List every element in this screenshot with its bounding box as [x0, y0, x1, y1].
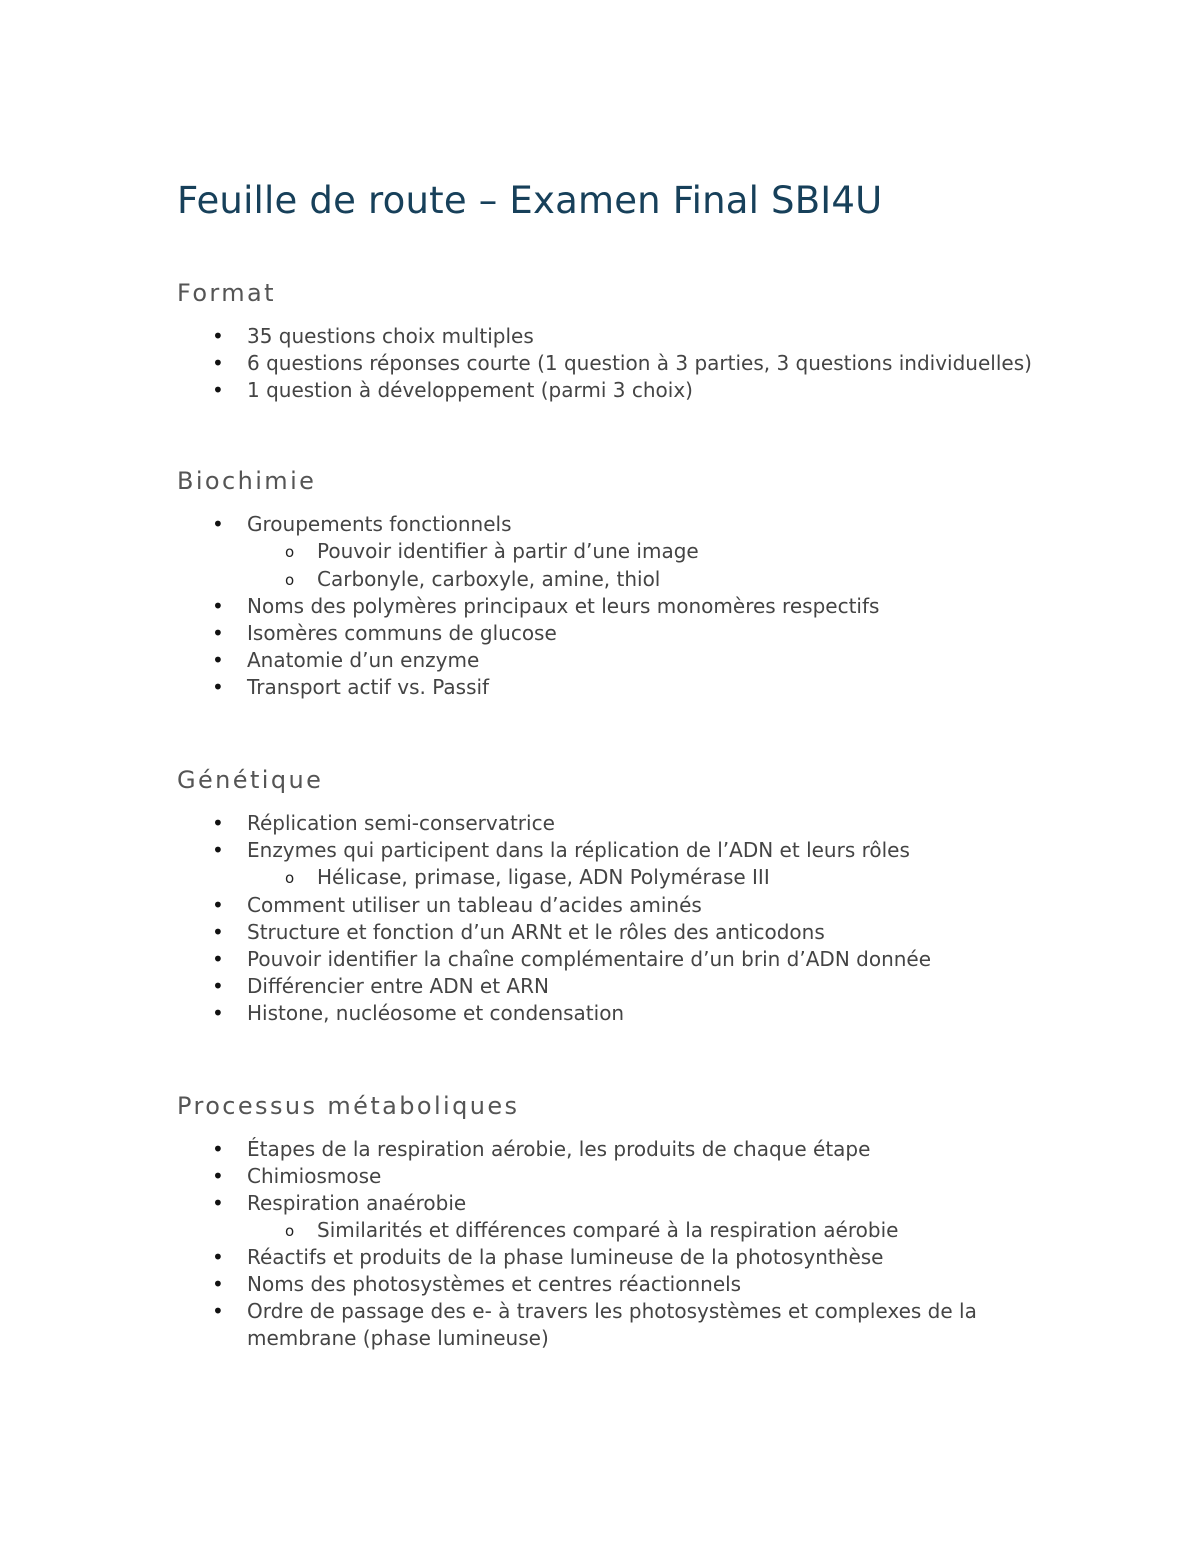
bullet-list [177, 511, 1037, 701]
list-item [177, 1190, 1037, 1245]
bullet-list [177, 1136, 1037, 1353]
list-item-text: Structure et fonction d’un ARNt et le rôles des anticodons [247, 919, 825, 944]
bullet-icon: • [212, 1299, 224, 1323]
sub-list-item-text: Hélicase, primase, ligase, ADN Polymérase III [317, 865, 770, 889]
bullet-icon: • [212, 324, 224, 348]
list-item-text: Anatomie d’un enzyme [247, 648, 480, 672]
document-title: Feuille de route – Examen Final SBI4U [177, 179, 883, 222]
sub-list-item-text: Pouvoir identifier à partir d’une image [317, 539, 699, 563]
list-item [177, 892, 1037, 919]
section-genetique [177, 765, 1037, 1027]
list-item [177, 919, 1037, 946]
section-processus [177, 1091, 1037, 1353]
section-heading: Format [177, 279, 276, 307]
list-item-text: Différencier entre ADN et ARN [247, 973, 549, 998]
list-item-text: Pouvoir identifier la chaîne complémentaire d’un brin d’ADN donnée [247, 946, 932, 971]
list-item [177, 1244, 1037, 1271]
section-heading: Processus métaboliques [177, 1091, 520, 1120]
list-item-text: 1 question à développement (parmi 3 choix) [247, 378, 693, 402]
bullet-icon: • [212, 838, 224, 862]
bullet-icon: • [212, 973, 224, 998]
bullet-list [177, 323, 1037, 404]
list-item [177, 837, 1037, 892]
list-item [177, 1000, 1037, 1027]
bullet-icon: • [212, 892, 224, 917]
list-item [177, 377, 1037, 404]
list-item [177, 810, 1037, 837]
circle-bullet-icon: o [285, 1221, 295, 1240]
bullet-icon: • [212, 1136, 224, 1161]
list-item-text: 35 questions choix multiples [247, 324, 534, 348]
section-heading: Biochimie [177, 467, 317, 495]
sub-list-item [247, 864, 1037, 892]
bullet-icon: • [212, 919, 224, 944]
sub-list [247, 864, 1037, 892]
bullet-icon: • [212, 1163, 224, 1188]
bullet-icon: • [212, 811, 224, 835]
document-page [177, 178, 1037, 1352]
list-item [177, 511, 1037, 593]
list-item [177, 1298, 1037, 1352]
list-item [177, 674, 1037, 701]
list-item-text: Réplication semi-conservatrice [247, 811, 555, 835]
bullet-icon: • [212, 675, 224, 699]
sub-list-item [247, 566, 1037, 594]
list-item [177, 946, 1037, 973]
list-item [177, 1163, 1037, 1190]
list-item-text: Chimiosmose [247, 1163, 382, 1188]
list-item [177, 647, 1037, 674]
section-heading: Génétique [177, 766, 324, 794]
bullet-icon: • [212, 621, 224, 645]
list-item [177, 1136, 1037, 1163]
bullet-icon: • [212, 1272, 224, 1296]
section-format [177, 278, 1037, 404]
list-item [177, 593, 1037, 620]
circle-bullet-icon: o [285, 869, 295, 887]
bullet-icon: • [212, 1245, 224, 1269]
bullet-icon: • [212, 946, 224, 971]
list-item [177, 620, 1037, 647]
bullet-icon: • [212, 1000, 224, 1025]
list-item-text: Étapes de la respiration aérobie, les produits de chaque étape [247, 1136, 871, 1161]
list-item-text: Enzymes qui participent dans la réplication de l’ADN et leurs rôles [247, 838, 910, 862]
list-item-text: Transport actif vs. Passif [247, 675, 490, 699]
circle-bullet-icon: o [285, 570, 295, 589]
bullet-icon: • [212, 1190, 224, 1215]
list-item-text: 6 questions réponses courte (1 question à 3 parties, 3 questions individuelles) [247, 351, 1032, 375]
list-item [177, 1271, 1037, 1298]
section-biochimie [177, 466, 1037, 701]
sub-list [247, 538, 1037, 593]
list-item-text: Comment utiliser un tableau d’acides aminés [247, 892, 702, 917]
sub-list-item-text: Carbonyle, carboxyle, amine, thiol [317, 566, 661, 591]
bullet-icon: • [212, 512, 224, 536]
bullet-icon: • [212, 378, 224, 402]
bullet-icon: • [212, 648, 224, 672]
list-item [177, 973, 1037, 1000]
list-item [177, 323, 1037, 350]
list-item-text: Histone, nucléosome et condensation [247, 1000, 625, 1025]
list-item-text: Isomères communs de glucose [247, 621, 557, 645]
sub-list-item-text: Similarités et différences comparé à la respiration aérobie [317, 1217, 899, 1242]
list-item [177, 350, 1037, 377]
sub-list [247, 1217, 1037, 1245]
sections-container [177, 278, 1037, 1352]
bullet-icon: • [212, 594, 224, 618]
circle-bullet-icon: o [285, 543, 295, 561]
list-item-text: Noms des polymères principaux et leurs monomères respectifs [247, 594, 880, 618]
bullet-icon: • [212, 351, 224, 375]
list-item-text: Ordre de passage des e- à travers les photosystèmes et complexes de la membrane (phase lumineuse) [247, 1299, 977, 1350]
list-item-text: Noms des photosystèmes et centres réactionnels [247, 1272, 742, 1296]
list-item-text: Respiration anaérobie [247, 1190, 467, 1215]
sub-list-item [247, 1217, 1037, 1245]
list-item-text: Réactifs et produits de la phase lumineuse de la photosynthèse [247, 1245, 884, 1269]
sub-list-item [247, 538, 1037, 566]
list-item-text: Groupements fonctionnels [247, 512, 512, 536]
bullet-list [177, 810, 1037, 1027]
